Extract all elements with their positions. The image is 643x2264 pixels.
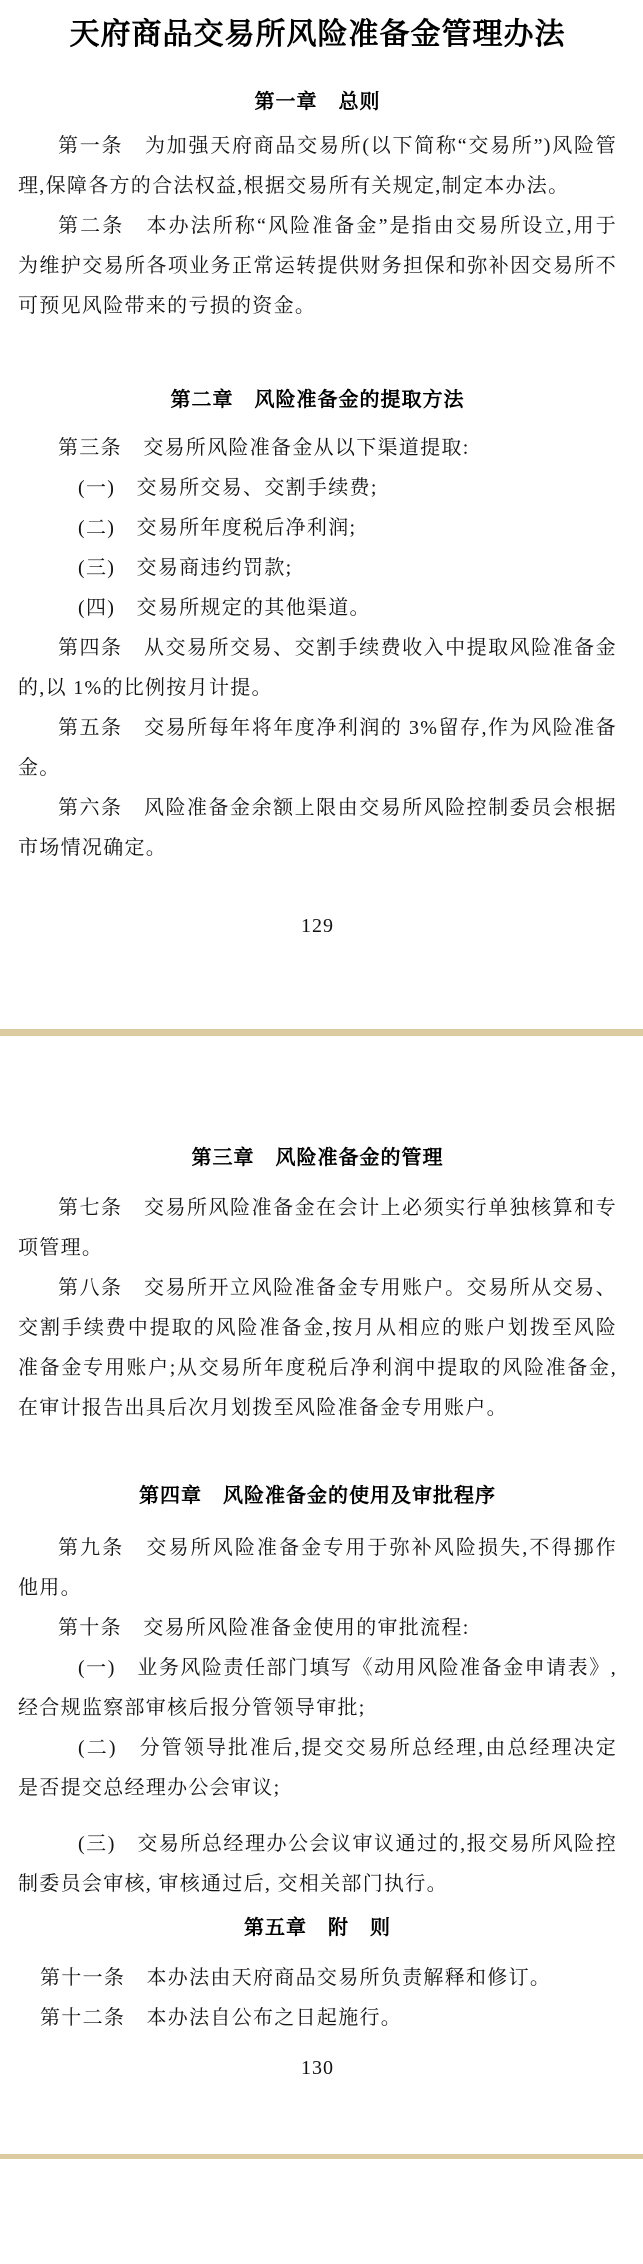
article-11-paragraph: 第十一条 本办法由天府商品交易所负责解释和修订。 (40, 1967, 552, 1989)
article-1-paragraph: 第一条 为加强天府商品交易所(以下简称“交易所”)风险管理,保障各方的合法权益,根据交易所有关规定,制定本办法。 (18, 135, 617, 197)
chapter-1-heading: 第一章 总则 (254, 91, 381, 113)
document-page-1 (0, 14, 643, 1029)
chapter-4-heading: 第四章 风险准备金的使用及审批程序 (139, 1485, 496, 1507)
article-12-paragraph: 第十二条 本办法自公布之日起施行。 (40, 2007, 403, 2029)
article-4-paragraph: 第四条 从交易所交易、交割手续费收入中提取风险准备金的,以 1%的比例按月计提。 (18, 637, 617, 699)
page-break-divider-bottom (0, 2154, 643, 2159)
page-number-130: 130 (301, 2057, 334, 2079)
page-number-129: 129 (301, 915, 334, 937)
article-3-paragraph: 第三条 交易所风险准备金从以下渠道提取: (58, 437, 470, 459)
document-title: 天府商品交易所风险准备金管理办法 (69, 18, 566, 51)
article-5-paragraph: 第五条 交易所每年将年度净利润的 3%留存,作为风险准备金。 (18, 717, 617, 779)
document-page-2 (0, 1146, 643, 2264)
article-7-paragraph: 第七条 交易所风险准备金在会计上必须实行单独核算和专项管理。 (18, 1197, 617, 1259)
article-6-paragraph: 第六条 风险准备金余额上限由交易所风险控制委员会根据市场情况确定。 (18, 797, 617, 859)
document-viewer (0, 14, 643, 2159)
article-10-paragraph: 第十条 交易所风险准备金使用的审批流程: (58, 1617, 470, 1639)
article-8-paragraph: 第八条 交易所开立风险准备金专用账户。交易所从交易、交割手续费中提取的风险准备金,按月从相应的账户划拨至风险准备金专用账户;从交易所年度税后净利润中提取的风险准备金,在审计报告出具后次月划拨至风险准备金专用账户。 (18, 1277, 617, 1419)
article-2-paragraph: 第二条 本办法所称“风险准备金”是指由交易所设立,用于为维护交易所各项业务正常运转提供财务担保和弥补因交易所不可预见风险带来的亏损的资金。 (18, 215, 617, 317)
page-break-divider (0, 1029, 643, 1036)
article-9-paragraph: 第九条 交易所风险准备金专用于弥补风险损失,不得挪作他用。 (18, 1537, 617, 1599)
chapter-2-heading: 第二章 风险准备金的提取方法 (170, 389, 465, 411)
article-10-item-3: (三) 交易所总经理办公会议审议通过的,报交易所风险控制委员会审核, 审核通过后, 交相关部门执行。 (18, 1833, 617, 1895)
article-10-item-2: (二) 分管领导批准后,提交交易所总经理,由总经理决定是否提交总经理办公会审议; (18, 1737, 617, 1799)
article-3-item-2: (二) 交易所年度税后净利润; (78, 517, 357, 539)
article-3-item-3: (三) 交易商违约罚款; (78, 557, 293, 579)
article-10-item-1: (一) 业务风险责任部门填写《动用风险准备金申请表》,经合规监察部审核后报分管领导审批; (18, 1657, 617, 1719)
article-3-item-1: (一) 交易所交易、交割手续费; (78, 477, 378, 499)
article-3-item-4: (四) 交易所规定的其他渠道。 (78, 597, 371, 619)
chapter-3-heading: 第三章 风险准备金的管理 (191, 1147, 444, 1169)
chapter-5-heading: 第五章 附 则 (244, 1917, 391, 1939)
